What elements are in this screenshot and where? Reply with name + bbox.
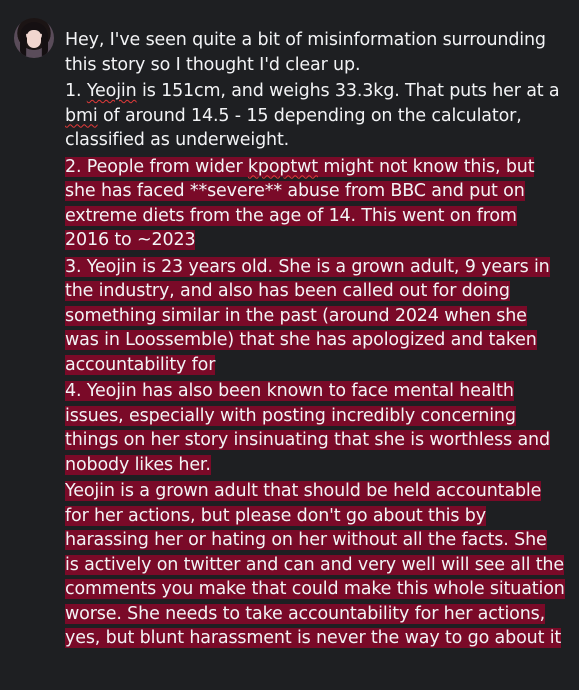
point-3-text: 3. Yeojin is 23 years old. She is a grown adult, 9 years in the industry, and also has been called out for doing something similar in the past (around 2024 when she was in Loossemble) that she has apologized and taken accountability for — [65, 256, 550, 375]
conclusion-text: Yeojin is a grown adult that should be held accountable for her actions, but please don't go about this by harassing her or hating on her without all the facts. She is actively on twitter and can and very well will see all the comments you make that could make this whole situation worse. She needs to take accountability for her actions, yes, but blunt harassment is never the way to go about it — [65, 481, 565, 648]
message-point-4 — [65, 379, 565, 477]
message-point-2 — [65, 155, 565, 253]
message-point-1 — [65, 79, 565, 153]
message-intro: Hey, I've seen quite a bit of misinformation surrounding this story so I thought I'd clear up. — [65, 30, 546, 75]
point-4-text: 4. Yeojin has also been known to face mental health issues, especially with posting incredibly concerning things on her story insinuating that she is worthless and nobody likes her. — [65, 381, 550, 475]
point-2-text-b: might not know this, but she has faced **severe** abuse from BBC and put on extreme diets from the age of 14. This went on from 2016 to ~2023 — [65, 156, 535, 250]
misspelled-word-bmi[interactable]: bmi — [65, 105, 98, 126]
point-1-text-b: of around 14.5 - 15 depending on the calculator, classified as underweight. — [65, 105, 522, 150]
misspelled-word-yeojin[interactable]: Yeojin — [86, 81, 137, 101]
message-body[interactable] — [65, 28, 565, 653]
message-point-3 — [65, 255, 565, 378]
point-1-text-a: is 151cm, and weighs 33.3kg. That puts her at a — [136, 81, 560, 101]
point-2-text-a: 2. People from wider — [65, 156, 248, 177]
point-1-prefix: 1. — [65, 81, 87, 101]
misspelled-word-kpoptwt[interactable]: kpoptwt — [247, 156, 318, 177]
avatar-face — [27, 30, 41, 48]
avatar[interactable] — [14, 18, 54, 58]
message-conclusion — [65, 479, 565, 651]
